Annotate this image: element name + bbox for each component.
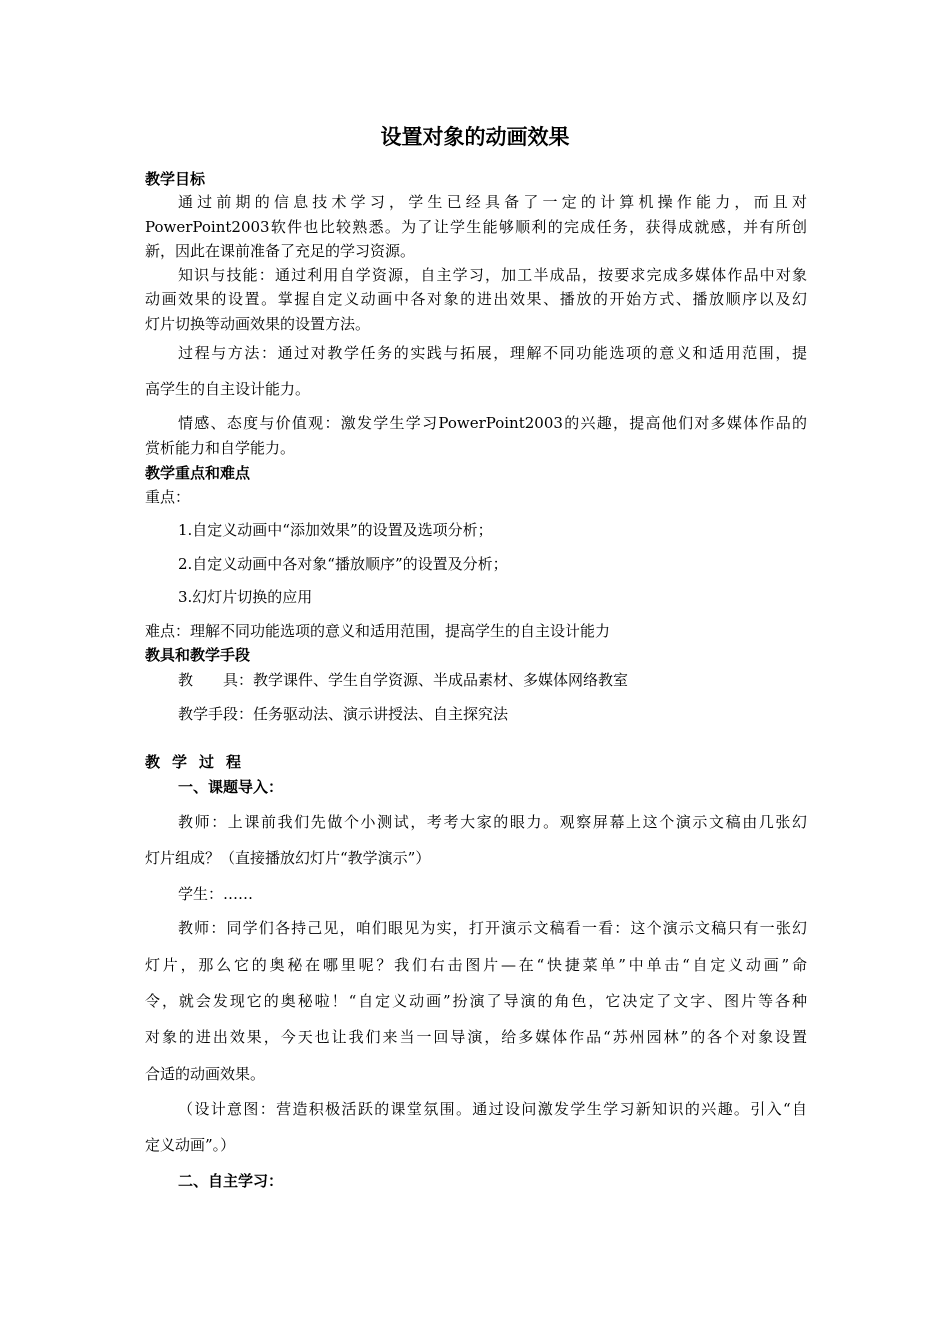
- paragraph-line: 情感、态度与价值观：激发学生学习PowerPoint2003的兴趣，提高他们对多媒体作品的: [178, 414, 807, 432]
- paragraph-line: 动画效果的设置。掌握自定义动画中各对象的进出效果、播放的开始方式、播放顺序以及幻: [145, 290, 807, 308]
- subsection-heading-intro: 一、课题导入：: [178, 778, 284, 796]
- paragraph-line: 新，因此在课前准备了充足的学习资源。: [145, 242, 416, 260]
- document-title: 设置对象的动画效果: [380, 125, 570, 149]
- paragraph-line: 教师：同学们各持己见，咱们眼见为实，打开演示文稿看一看：这个演示文稿只有一张幻: [178, 919, 807, 937]
- paragraph-line: 灯片切换等动画效果的设置方法。: [145, 315, 371, 333]
- paragraph-line: 教师：上课前我们先做个小测试，考考大家的眼力。观察屏幕上这个演示文稿由几张幻: [178, 813, 807, 831]
- paragraph-line: 令，就会发现它的奥秘啦！“自定义动画”扮演了导演的角色，它决定了文字、图片等各种: [145, 992, 807, 1010]
- means-line: 教学手段：任务驱动法、演示讲授法、自主探究法: [178, 705, 509, 723]
- paragraph-line: 高学生的自主设计能力。: [145, 380, 311, 398]
- paragraph-line: 灯片组成？（直接播放幻灯片“教学演示”）: [145, 849, 431, 867]
- tools-line: 教 具：教学课件、学生自学资源、半成品素材、多媒体网络教室: [178, 671, 629, 689]
- paragraph-line: 对象的进出效果，今天也让我们来当一回导演，给多媒体作品“苏州园林”的各个对象设置: [145, 1028, 807, 1046]
- section-heading-goals: 教学目标: [145, 170, 206, 188]
- section-heading-tools: 教具和教学手段: [145, 646, 251, 664]
- list-item: 2.自定义动画中各对象“播放顺序”的设置及分析；: [178, 555, 508, 573]
- paragraph-line: PowerPoint2003软件也比较熟悉。为了让学生能够顺利的完成任务，获得成就感，并有所创: [145, 218, 807, 236]
- section-heading-key-points: 教学重点和难点: [145, 464, 251, 482]
- paragraph-line: 过程与方法：通过对教学任务的实践与拓展，理解不同功能选项的意义和适用范围，提: [178, 344, 807, 362]
- section-heading-process: 教学过程: [145, 753, 254, 771]
- paragraph-line: 通过前期的信息技术学习，学生已经具备了一定的计算机操作能力，而且对: [178, 193, 807, 211]
- difficulty-line: 难点：理解不同功能选项的意义和适用范围，提高学生的自主设计能力: [145, 622, 611, 640]
- paragraph-line: （设计意图：营造积极活跃的课堂氛围。通过设问激发学生学习新知识的兴趣。引入“自: [178, 1100, 807, 1118]
- key-points-label: 重点：: [145, 488, 191, 506]
- list-item: 1.自定义动画中“添加效果”的设置及选项分析；: [178, 521, 493, 539]
- paragraph-line: 知识与技能：通过利用自学资源，自主学习，加工半成品，按要求完成多媒体作品中对象: [178, 266, 807, 284]
- subsection-heading-self-study: 二、自主学习：: [178, 1172, 284, 1190]
- list-item: 3.幻灯片切换的应用: [178, 588, 313, 606]
- paragraph-line: 定义动画”。）: [145, 1136, 236, 1154]
- paragraph-line: 灯片，那么它的奥秘在哪里呢？我们右击图片—在“快捷菜单”中单击“自定义动画”命: [145, 956, 807, 974]
- paragraph-line: 赏析能力和自学能力。: [145, 439, 296, 457]
- paragraph-line: 合适的动画效果。: [145, 1065, 266, 1083]
- student-line: 学生：……: [178, 885, 254, 903]
